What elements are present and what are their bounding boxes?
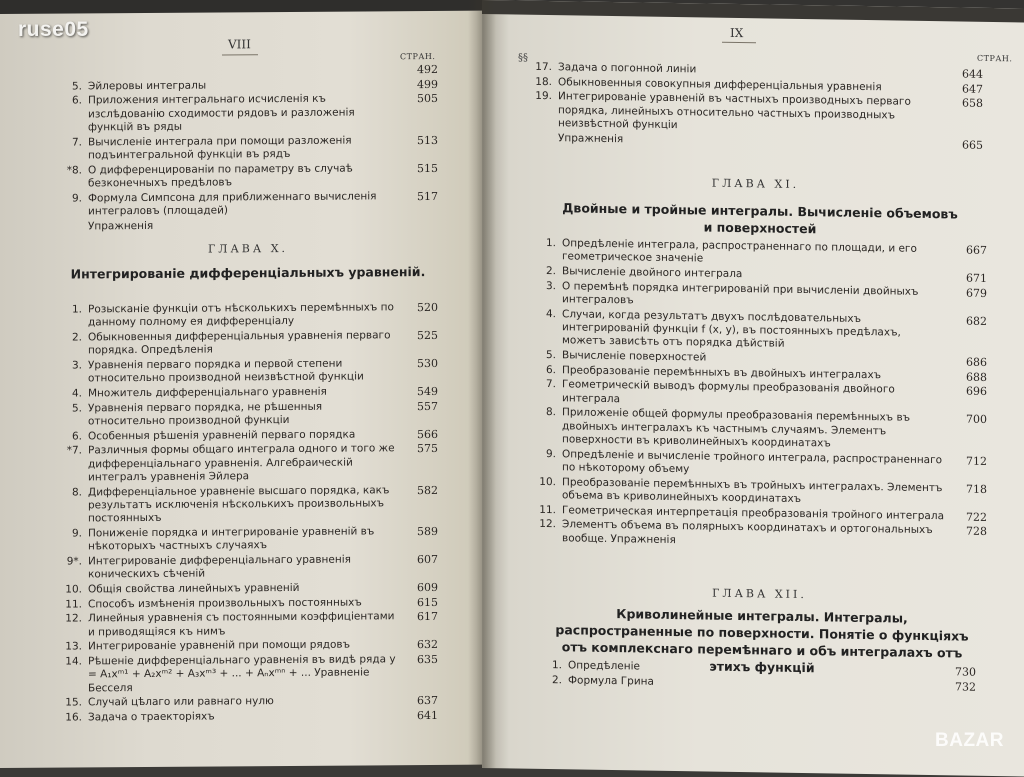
toc-entry-title: Задача о траекторіяхъ [88, 709, 398, 725]
toc-entry-title: Опредѣленіе и вычисленіе тройного интеграла, распространеннаго по нѣкоторому объему [562, 448, 947, 481]
toc-entry-number: 11. [58, 598, 88, 612]
toc-entry [58, 694, 438, 710]
toc-entry-page: 530 [398, 357, 438, 371]
toc-entry-title: О дифференцированіи по параметру въ случаѣ безконечныхъ предѣловъ [88, 162, 398, 191]
toc-entry-page: 679 [947, 286, 987, 300]
toc-entry-number: 8. [532, 406, 562, 420]
toc-entry-title: Приложения интегральнаго исчисленія къ изслѣдованію сходимости рядовъ и разложенія функцій въ ряды [88, 92, 398, 134]
toc-entry-page: 635 [398, 653, 438, 667]
toc-entry-number: 3. [532, 279, 562, 293]
toc-entry-title: Общія свойства линейныхъ уравненій [88, 581, 398, 597]
toc-entry-number: *7. [58, 445, 88, 459]
left-page [0, 0, 496, 768]
toc-entry-number: 6. [58, 95, 88, 109]
toc-entry-title: Вычисленіе интеграла при помощи разложенія подъинтегральной функціи въ рядъ [88, 134, 398, 163]
column-header: СТРАН. [400, 52, 435, 61]
toc-entry-title: Уравненія перваго порядка, не рѣшенныя относительно производной функціи [88, 400, 398, 429]
toc-entry-page: 658 [943, 96, 983, 110]
toc-entry-number: 6. [532, 363, 562, 377]
toc-entry-title: Упражненія [88, 218, 398, 234]
toc-entry-page: 557 [398, 400, 438, 414]
toc-entry-page: 647 [943, 82, 983, 96]
toc-entry-title: Обыкновенныя совокупныя дифференціальныя уравненія [558, 76, 943, 95]
toc-entry-page: 637 [398, 694, 438, 708]
toc-entry-number: 1. [538, 659, 568, 673]
toc-entry [58, 553, 438, 582]
toc-entry-page: 732 [936, 680, 976, 694]
toc-entry-title: Способъ измѣненія произвольныхъ постоянныхъ [88, 596, 398, 612]
toc-entry-title: Вычисленіе поверхностей [562, 349, 947, 368]
toc-entry-title: Формула Грина [568, 674, 936, 693]
toc-entry-title: Опредѣленіе [568, 659, 936, 678]
toc-entry-page: 688 [947, 370, 987, 384]
toc-list-before-chapter [528, 61, 983, 153]
toc-entry [58, 400, 438, 429]
toc-entry-title: Интегрированіе уравненій при помощи рядовъ [88, 638, 398, 654]
toc-entry-number: 2. [532, 265, 562, 279]
chapter-xii-title: Криволинейные интегралы. Интегралы, распространенные по поверхности. Понятіе о функціяхъ отъ комплекснаго перемѣннаго и объ интегралахъ отъ этихъ функцій [552, 604, 972, 679]
toc-entry-number: 14. [58, 655, 88, 669]
toc-entry-title: Рѣшеніе дифференціальнаго уравненія въ видѣ ряда y = A₁xᵐ¹ + A₂xᵐ² + A₃xᵐ³ + ... + Aₙxᵐⁿ + ... Уравненіе Бесселя [88, 653, 398, 695]
toc-entry-title [88, 63, 398, 65]
toc-entry-title: Упражненія [558, 132, 943, 151]
toc-entry-number: 9. [532, 447, 562, 461]
toc-entry-number: 1. [532, 237, 562, 251]
toc-entry [58, 581, 438, 597]
toc-entry-number: 5. [58, 402, 88, 416]
watermark-logo: ruse05 [18, 18, 89, 42]
toc-entry-number: 19. [528, 90, 558, 104]
chapter-title: Интегрированіе дифференціальныхъ уравненій. [58, 263, 438, 283]
toc-entry-title: Розысканіе функціи отъ нѣсколькихъ перемѣнныхъ по данному полному ея дифференціалу [88, 301, 398, 330]
toc-entry-number: 4. [58, 387, 88, 401]
toc-entry-title: Преобразованіе перемѣнныхъ въ двойныхъ интегралахъ [562, 364, 947, 383]
toc-entry [58, 162, 438, 191]
toc-entry-number: 1. [58, 303, 88, 317]
toc-entry-page: 505 [398, 92, 438, 106]
toc-entry-page: 722 [947, 510, 987, 524]
toc-entry-title: Формула Симпсона для приближеннаго вычисленія интеграловъ (площадей) [88, 190, 398, 219]
toc-entry-page: 549 [398, 385, 438, 399]
toc-entry-title: Задача о погонной линіи [558, 61, 943, 80]
toc-entry-page: 513 [398, 134, 438, 148]
toc-entry-page: 515 [398, 162, 438, 176]
toc-entry-page: 665 [943, 138, 983, 152]
toc-entry-title: Интегрированіе дифференціальнаго уравненія коническихъ сѣченій [88, 553, 398, 582]
toc-entry-page: 517 [398, 190, 438, 204]
toc-entry-page: 589 [398, 525, 438, 539]
watermark-bazar: BAZAR [935, 730, 1004, 752]
toc-list-chapter-xii [538, 659, 976, 695]
toc-entry [58, 63, 438, 79]
toc-entry-number: 18. [528, 75, 558, 89]
toc-entry-page: 566 [398, 428, 438, 442]
toc-entry-page: 644 [943, 67, 983, 81]
toc-entry-number: *8. [58, 164, 88, 178]
toc-entry-number: 15. [58, 697, 88, 711]
toc-entry-title: Эйлеровы интегралы [88, 78, 398, 94]
toc-entry-title: Элементъ объема въ полярныхъ координатахъ и ортогональныхъ вообще. Упражненія [562, 518, 947, 551]
toc-entry-number: 4. [532, 307, 562, 321]
toc-entry-title: Случаи, когда результатъ двухъ послѣдовательныхъ интегрированій функціи f (x, y), въ постоянныхъ предѣлахъ, можетъ зависѣть отъ порядка дѣйствій [562, 308, 947, 354]
toc-entry-page: 641 [398, 709, 438, 723]
toc-entry [58, 653, 438, 696]
page-top-edge [0, 0, 496, 14]
toc-entry [58, 385, 438, 401]
toc-entry-number: 2. [538, 673, 568, 687]
toc-entry-page: 492 [398, 63, 438, 77]
page-number-rule [222, 54, 258, 55]
toc-entry-title: Множитель дифференціальнаго уравненія [88, 385, 398, 401]
toc-entry-number: 5. [532, 349, 562, 363]
toc-entry-number: 16. [58, 711, 88, 725]
toc-entry-page: 671 [947, 271, 987, 285]
toc-entry [532, 307, 987, 354]
toc-entry-number: 3. [58, 359, 88, 373]
toc-entry-title: Приложеніе общей формулы преобразованія перемѣнныхъ въ двойныхъ интегралахъ къ частнымъ случаямъ. Элементъ поверхности въ криволинейныхъ координатахъ [562, 406, 947, 452]
toc-entry-title: Обыкновенныя дифференціальныя уравненія перваго порядка. Опредѣленія [88, 329, 398, 358]
toc-entry-page: 617 [398, 610, 438, 624]
column-header: СТРАН. [977, 54, 1012, 64]
toc-entry-number: 6. [58, 430, 88, 444]
toc-entry-number: 7. [58, 136, 88, 150]
toc-entry [58, 301, 438, 330]
toc-entry [58, 329, 438, 358]
toc-entry-page: 582 [398, 484, 438, 498]
toc-entry [58, 218, 438, 234]
toc-entry-number: 10. [532, 475, 562, 489]
chapter-xii-heading: ГЛАВА XII. [532, 584, 987, 604]
toc-entry [58, 484, 438, 527]
toc-entry [58, 638, 438, 654]
toc-list-chapter-xi [532, 237, 987, 553]
toc-entry-title: Геометрическій выводъ формулы преобразованія двойного интеграла [562, 378, 947, 411]
toc-entry-page: 728 [947, 524, 987, 538]
toc-entry-title: Пониженіе порядка и интегрированіе уравненій въ нѣкоторыхъ частныхъ случаяхъ [88, 525, 398, 554]
toc-list-before-chapter [58, 63, 438, 235]
toc-entry-title: Опредѣленіе интеграла, распространеннаго по площади, и его геометрическое значеніе [562, 237, 947, 270]
toc-entry-page: 520 [398, 301, 438, 315]
toc-entry [58, 610, 438, 639]
toc-entry-page: 667 [947, 243, 987, 257]
toc-list-chapter-x [58, 301, 438, 726]
toc-entry-title: О перемѣнѣ порядка интегрированій при вычисленіи двойныхъ интеграловъ [562, 280, 947, 313]
toc-entry [58, 190, 438, 219]
toc-entry-page: 686 [947, 355, 987, 369]
toc-entry [532, 406, 987, 453]
page-number-rule [722, 42, 756, 44]
toc-entry-page: 499 [398, 78, 438, 92]
toc-entry-number: 12. [58, 613, 88, 627]
toc-entry [58, 78, 438, 94]
toc-entry-title: Линейныя уравненія съ постоянными коэффиціентами и приводящіяся къ нимъ [88, 610, 398, 639]
page-number: VIII [228, 37, 251, 51]
toc-entry-number: 17. [528, 61, 558, 75]
chapter-heading: ГЛАВА X. [58, 241, 438, 257]
toc-entry [58, 92, 438, 135]
toc-entry-title: Интегрированіе уравненій въ частныхъ производныхъ перваго порядка, линейныхъ относительно частныхъ производныхъ неизвѣстной функціи [558, 90, 943, 136]
chapter-xi-title: Двойные и тройные интегралы. Вычисленіе объемовъ и поверхностей [560, 199, 960, 239]
right-page [482, 0, 1024, 777]
toc-entry-number: 11. [532, 503, 562, 517]
toc-entry [58, 596, 438, 612]
toc-entry-number: 7. [532, 378, 562, 392]
toc-entry-number: 12. [532, 518, 562, 532]
toc-entry-page: 718 [947, 482, 987, 496]
section-mark: §§ [518, 53, 528, 64]
toc-entry [58, 525, 438, 554]
toc-entry-page: 696 [947, 384, 987, 398]
toc-entry [58, 428, 438, 444]
toc-entry-title: Дифференціальное уравненіе высшаго порядка, какъ результатъ исключенія нѣсколькихъ произвольныхъ постоянныхъ [88, 484, 398, 526]
toc-entry-title: Уравненія перваго порядка и первой степени относительно производной неизвѣстной функціи [88, 357, 398, 386]
toc-entry-number: 5. [58, 80, 88, 94]
toc-entry-title: Различныя формы общаго интеграла одного и того же дифференціальнаго уравненія. Алгебраическій интегралъ уравненія Эйлера [88, 442, 398, 484]
toc-entry-number: 8. [58, 486, 88, 500]
toc-entry-title: Преобразованіе перемѣнныхъ въ тройныхъ интегралахъ. Элементъ объема въ криволинейныхъ координатахъ [562, 476, 947, 509]
toc-entry-page: 525 [398, 329, 438, 343]
toc-entry-title: Случай цѣлаго или равнаго нулю [88, 694, 398, 710]
page-number: IX [730, 26, 743, 40]
toc-entry-number: 9. [58, 192, 88, 206]
toc-entry [58, 357, 438, 386]
toc-entry-number: 10. [58, 583, 88, 597]
toc-entry-page: 682 [947, 314, 987, 328]
toc-entry-title: Особенныя рѣшенія уравненій перваго порядка [88, 428, 398, 444]
toc-entry-page: 607 [398, 553, 438, 567]
chapter-xi-heading: ГЛАВА XI. [528, 174, 983, 194]
toc-entry [532, 518, 987, 552]
toc-entry [58, 134, 438, 163]
toc-entry [58, 442, 438, 485]
toc-entry [58, 709, 438, 725]
toc-entry-page: 575 [398, 442, 438, 456]
toc-entry-number: 9. [58, 527, 88, 541]
toc-entry-page: 712 [947, 454, 987, 468]
toc-entry-number: 13. [58, 641, 88, 655]
toc-entry-page: 609 [398, 581, 438, 595]
toc-entry-page: 730 [936, 665, 976, 679]
toc-entry [528, 90, 983, 137]
toc-entry-title: Геометрическая интерпретація преобразованія тройного интеграла [562, 504, 947, 523]
toc-entry-page: 632 [398, 638, 438, 652]
toc-entry-title: Вычисленіе двойного интеграла [562, 265, 947, 284]
toc-entry-number: 2. [58, 331, 88, 345]
toc-entry-page: 615 [398, 596, 438, 610]
toc-entry-page: 700 [947, 412, 987, 426]
toc-entry-number: 9*. [58, 555, 88, 569]
